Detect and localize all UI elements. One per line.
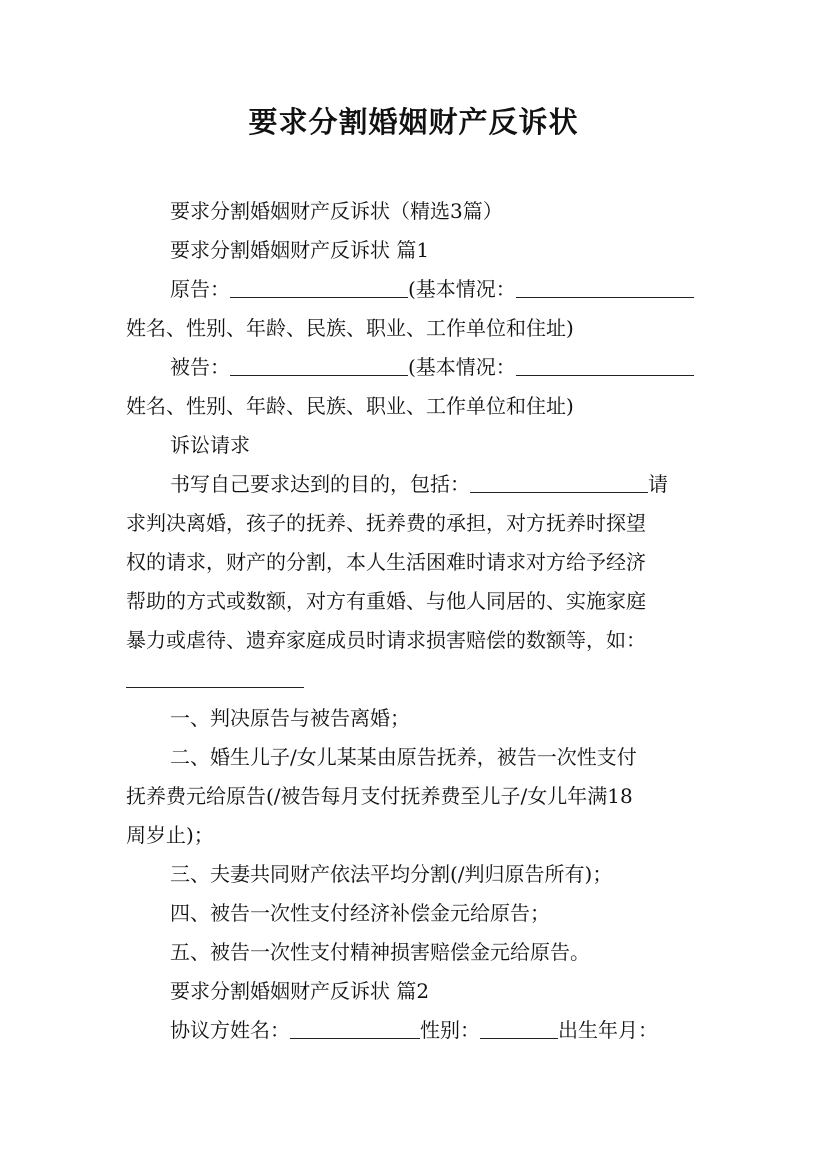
- agreement-name-blank: [290, 1018, 420, 1039]
- plaintiff-info-fields: 姓名、性别、年龄、民族、职业、工作单位和住址): [126, 316, 574, 340]
- claims-example-blank: [126, 667, 304, 688]
- section2-heading: 要求分割婚姻财产反诉状 篇2: [170, 979, 430, 1003]
- plaintiff-blank: [230, 277, 408, 298]
- claims-intro-line-2: 求判决离婚，孩子的抚养、抚养费的承担，对方抚养时探望: [126, 511, 646, 535]
- document-title: 要求分割婚姻财产反诉状: [248, 105, 579, 139]
- claims-intro-text-1-end: 请: [648, 472, 668, 496]
- basic-info-label: (基本情况：: [408, 277, 516, 301]
- defendant-line: [170, 352, 710, 382]
- plaintiff-info-blank: [516, 277, 694, 298]
- claim-item-5: 五、被告一次性支付精神损害赔偿金元给原告。: [170, 940, 590, 964]
- section1-heading: 要求分割婚姻财产反诉状 篇1: [170, 238, 430, 262]
- defendant-blank: [230, 355, 408, 376]
- basic-info-label-2: (基本情况：: [408, 355, 516, 379]
- claim-item-2-line-1: 二、婚生儿子/女儿某某由原告抚养，被告一次性支付: [170, 745, 637, 769]
- claims-intro-line-4: 帮助的方式或数额，对方有重婚、与他人同居的、实施家庭: [126, 589, 646, 613]
- claims-intro-text-1: 书写自己要求达到的目的，包括：: [170, 472, 470, 496]
- claim-item-3: 三、夫妻共同财产依法平均分割(/判归原告所有)；: [170, 862, 613, 886]
- plaintiff-label: 原告：: [170, 277, 230, 301]
- claim-item-4: 四、被告一次性支付经济补偿金元给原告；: [170, 901, 550, 925]
- claim-item-1: 一、判决原告与被告离婚；: [170, 706, 410, 730]
- gender-label: 性别：: [420, 1018, 480, 1042]
- claims-intro-line-3: 权的请求，财产的分割，本人生活困难时请求对方给予经济: [126, 550, 646, 574]
- claims-intro-line-1: [170, 469, 710, 499]
- claim-item-2-line-2: 抚养费元给原告(/被告每月支付抚养费至儿子/女儿年满18: [126, 784, 633, 808]
- claims-example-blank-line: [126, 664, 716, 694]
- birth-label: 出生年月：: [558, 1018, 658, 1042]
- claims-goal-blank: [470, 472, 648, 493]
- agreement-name-label: 协议方姓名：: [170, 1018, 290, 1042]
- agreement-party-line: [170, 1015, 710, 1045]
- plaintiff-line: [170, 274, 710, 304]
- claims-heading: 诉讼请求: [170, 433, 250, 457]
- defendant-label: 被告：: [170, 355, 230, 379]
- defendant-info-fields: 姓名、性别、年龄、民族、职业、工作单位和住址): [126, 394, 574, 418]
- claim-item-2-line-3: 周岁止)；: [126, 823, 214, 847]
- claims-intro-line-5: 暴力或虐待、遗弃家庭成员时请求损害赔偿的数额等，如：: [126, 628, 646, 652]
- defendant-info-blank: [516, 355, 694, 376]
- gender-blank: [480, 1018, 558, 1039]
- document-subtitle: 要求分割婚姻财产反诉状（精选3篇）: [170, 199, 503, 223]
